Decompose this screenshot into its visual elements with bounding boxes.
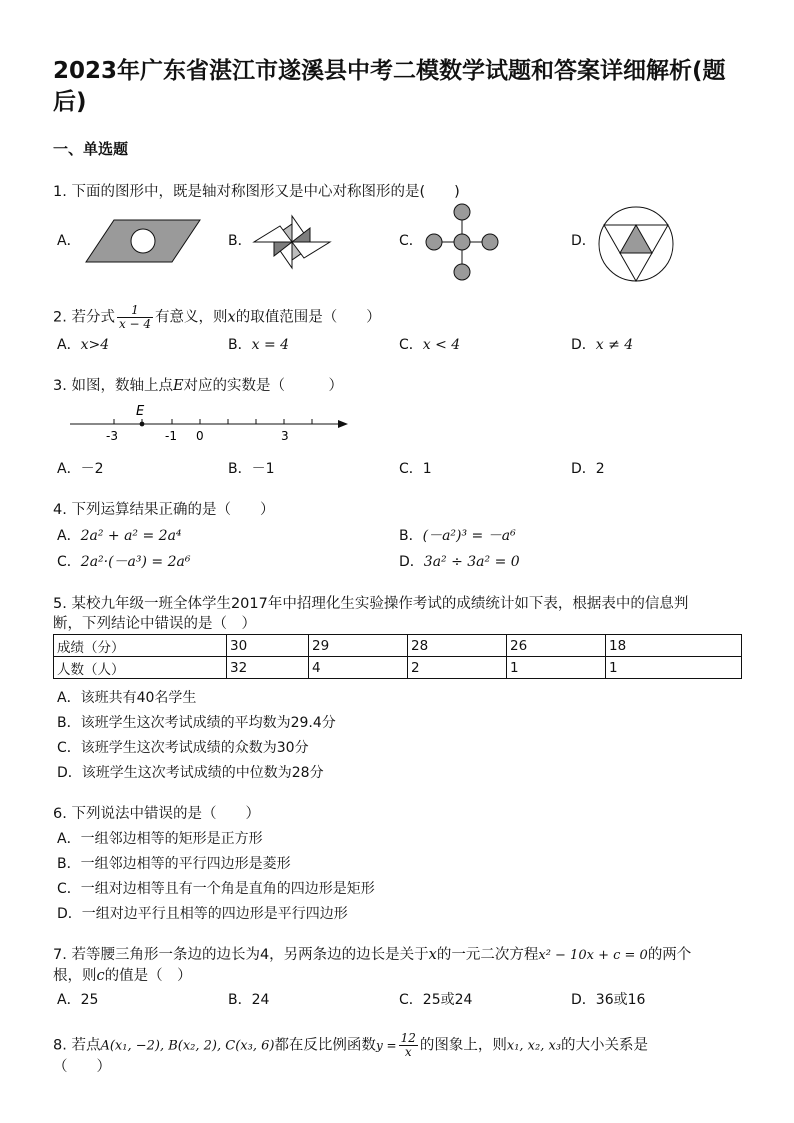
q3-option-text: －1 xyxy=(251,461,275,477)
table-cell: 26 xyxy=(507,635,606,657)
q8-fraction-numerator: 12 xyxy=(400,1031,416,1045)
q7-option-a xyxy=(57,991,98,1009)
q2-option-text: x>4 xyxy=(80,337,110,353)
q8-stem-part: 的图象上，则 xyxy=(419,1037,507,1054)
q8-points: A(x₁, −2), B(x₂, 2), C(x₃, 6) xyxy=(100,1038,275,1054)
q1-option-c-label: C． xyxy=(399,233,423,249)
q7-option-label: D． xyxy=(571,992,596,1008)
question-8-stem-line1 xyxy=(53,1032,648,1059)
q5-option-d: D．该班学生这次考试成绩的中位数为28分 xyxy=(57,765,324,781)
q4-option-b xyxy=(399,527,516,545)
q6-option-b: B．一组邻边相等的平行四边形是菱形 xyxy=(57,856,291,872)
q3-option-label: A． xyxy=(57,461,81,477)
q8-stem-part: 8. 若点 xyxy=(53,1037,101,1054)
q5-option-c: C．该班学生这次考试成绩的众数为30分 xyxy=(57,740,309,756)
q3-option-label: C． xyxy=(399,461,423,477)
q1-figure-a-parallelogram xyxy=(84,218,202,264)
table-header-cell: 成绩（分） xyxy=(54,635,227,657)
q1-figure-d-triangles xyxy=(596,204,676,284)
q7-variable-x: x xyxy=(428,947,437,963)
q2-option-label: B． xyxy=(228,337,252,353)
q7-stem-part: 的值是（ ） xyxy=(104,968,192,984)
q2-stem-part: 2. 若分式 xyxy=(53,309,115,326)
q1-figure-b-pinwheel xyxy=(252,214,332,270)
q2-option-a xyxy=(57,336,109,354)
q7-option-text: 25或24 xyxy=(422,992,473,1008)
q3-option-a xyxy=(57,460,104,478)
q5-option-a: A．该班共有40名学生 xyxy=(57,690,197,706)
q2-option-label: D． xyxy=(571,337,596,353)
q4-option-text: 3a² ÷ 3a² = 0 xyxy=(423,554,520,570)
q7-equation: x² − 10x + c = 0 xyxy=(538,948,648,963)
q2-stem-part: 的取值范围是（ ） xyxy=(235,309,381,326)
table-cell: 1 xyxy=(507,657,606,679)
table-cell: 2 xyxy=(408,657,507,679)
q8-fraction-denominator: x xyxy=(404,1045,412,1059)
question-5-stem-line2: 断，下列结论中错误的是（ ） xyxy=(53,616,256,632)
document-title: 2023年广东省湛江市遂溪县中考二模数学试题和答案详细解析(题后) xyxy=(53,58,726,115)
q4-option-d xyxy=(399,553,520,571)
q3-number-line xyxy=(66,400,356,446)
q4-option-a xyxy=(57,527,182,545)
q4-option-text: 2a²·(－a³) = 2a⁶ xyxy=(80,554,191,570)
question-7-stem-line2 xyxy=(53,966,192,986)
question-7-stem-line1 xyxy=(53,945,691,966)
q4-option-label: B． xyxy=(399,528,423,544)
q1-figure-c-circles xyxy=(422,202,502,282)
q2-option-label: A． xyxy=(57,337,81,353)
q8-stem-part: 的大小关系是 xyxy=(561,1037,649,1054)
q3-option-text: 2 xyxy=(595,461,605,477)
q4-option-label: A． xyxy=(57,528,81,544)
table-cell: 29 xyxy=(309,635,408,657)
section-heading: 一、单选题 xyxy=(53,140,129,158)
q2-option-text: x ≠ 4 xyxy=(595,337,634,353)
q2-fraction xyxy=(117,304,153,331)
q2-option-text: x < 4 xyxy=(422,337,461,353)
table-header-cell: 人数（人） xyxy=(54,657,227,679)
q8-function-lhs: y = xyxy=(375,1038,397,1053)
q7-option-c xyxy=(399,991,472,1009)
table-cell: 18 xyxy=(606,635,742,657)
tick-label-neg1: -1 xyxy=(165,429,177,443)
table-cell: 30 xyxy=(227,635,309,657)
q4-option-label: D． xyxy=(399,554,424,570)
table-row xyxy=(54,657,742,679)
tick-label-neg3: -3 xyxy=(106,429,118,443)
q3-option-d xyxy=(571,460,605,478)
q2-option-text: x = 4 xyxy=(251,337,290,353)
point-e-dot xyxy=(140,422,145,427)
table-cell: 28 xyxy=(408,635,507,657)
q1-option-a-label: A． xyxy=(57,233,81,249)
q3-point-name: E xyxy=(172,378,184,394)
q6-option-c: C．一组对边相等且有一个角是直角的四边形是矩形 xyxy=(57,881,375,897)
q2-option-b xyxy=(228,336,289,354)
q2-fraction-numerator: 1 xyxy=(117,304,153,318)
q2-fraction-denominator: x − 4 xyxy=(118,317,152,331)
q7-stem-part: 的一元二次方程 xyxy=(436,947,539,963)
q4-option-text: (－a²)³ = －a⁶ xyxy=(422,528,516,544)
q7-option-label: C． xyxy=(399,992,423,1008)
q3-option-b xyxy=(228,460,275,478)
question-4-stem: 4. 下列运算结果正确的是（ ） xyxy=(53,502,275,518)
question-2-stem xyxy=(53,304,381,331)
q7-option-label: A． xyxy=(57,992,81,1008)
q7-option-text: 24 xyxy=(251,992,270,1008)
question-6-stem: 6. 下列说法中错误的是（ ） xyxy=(53,806,260,822)
table-row xyxy=(54,635,742,657)
q1-option-d-label: D． xyxy=(571,233,596,249)
q7-option-b xyxy=(228,991,269,1009)
q2-option-c xyxy=(399,336,460,354)
q3-stem-part: 3. 如图，数轴上点 xyxy=(53,378,173,394)
q5-score-table xyxy=(53,634,742,679)
table-cell: 4 xyxy=(309,657,408,679)
q7-option-label: B． xyxy=(228,992,252,1008)
question-5-stem-line1: 5. 某校九年级一班全体学生2017年中招理化生实验操作考试的成绩统计如下表，根据表中的信息判 xyxy=(53,596,689,612)
question-8-stem-line2: （ ） xyxy=(53,1059,111,1075)
q3-option-label: B． xyxy=(228,461,252,477)
q7-stem-part: 7. 若等腰三角形一条边的边长为4，另两条边的边长是关于 xyxy=(53,947,429,963)
q8-variables: x₁, x₂, x₃ xyxy=(506,1038,562,1054)
question-1-stem: 1. 下面的图形中，既是轴对称图形又是中心对称图形的是( ) xyxy=(53,184,460,200)
q6-option-d: D．一组对边平行且相等的四边形是平行四边形 xyxy=(57,906,348,922)
q5-option-b: B．该班学生这次考试成绩的平均数为29.4分 xyxy=(57,715,336,731)
q8-fraction xyxy=(399,1032,418,1059)
question-3-stem xyxy=(53,376,343,396)
q7-option-text: 36或16 xyxy=(595,992,646,1008)
q4-option-label: C． xyxy=(57,554,81,570)
q8-stem-part: 都在反比例函数 xyxy=(274,1037,376,1054)
q7-option-text: 25 xyxy=(80,992,99,1008)
q4-option-c xyxy=(57,553,190,571)
q6-option-a: A．一组邻边相等的矩形是正方形 xyxy=(57,831,263,847)
q2-option-label: C． xyxy=(399,337,423,353)
q2-variable: x xyxy=(227,309,236,326)
q2-option-d xyxy=(571,336,633,354)
q4-option-text: 2a² + a² = 2a⁴ xyxy=(80,528,182,544)
q1-option-b-label: B． xyxy=(228,233,252,249)
table-cell: 32 xyxy=(227,657,309,679)
point-e-label: E xyxy=(136,404,145,419)
tick-label-3: 3 xyxy=(281,429,289,443)
q2-stem-part: 有意义，则 xyxy=(155,309,228,326)
q7-stem-part: 根，则 xyxy=(53,968,97,984)
tick-label-0: 0 xyxy=(196,429,204,443)
q3-option-text: －2 xyxy=(80,461,104,477)
q3-stem-part: 对应的实数是（ ） xyxy=(183,378,344,394)
q3-option-c xyxy=(399,460,432,478)
q3-option-text: 1 xyxy=(422,461,432,477)
q7-option-d xyxy=(571,991,645,1009)
q7-variable-c: c xyxy=(96,968,105,984)
table-cell: 1 xyxy=(606,657,742,679)
q3-option-label: D． xyxy=(571,461,596,477)
q7-stem-part: 的两个 xyxy=(647,947,692,963)
